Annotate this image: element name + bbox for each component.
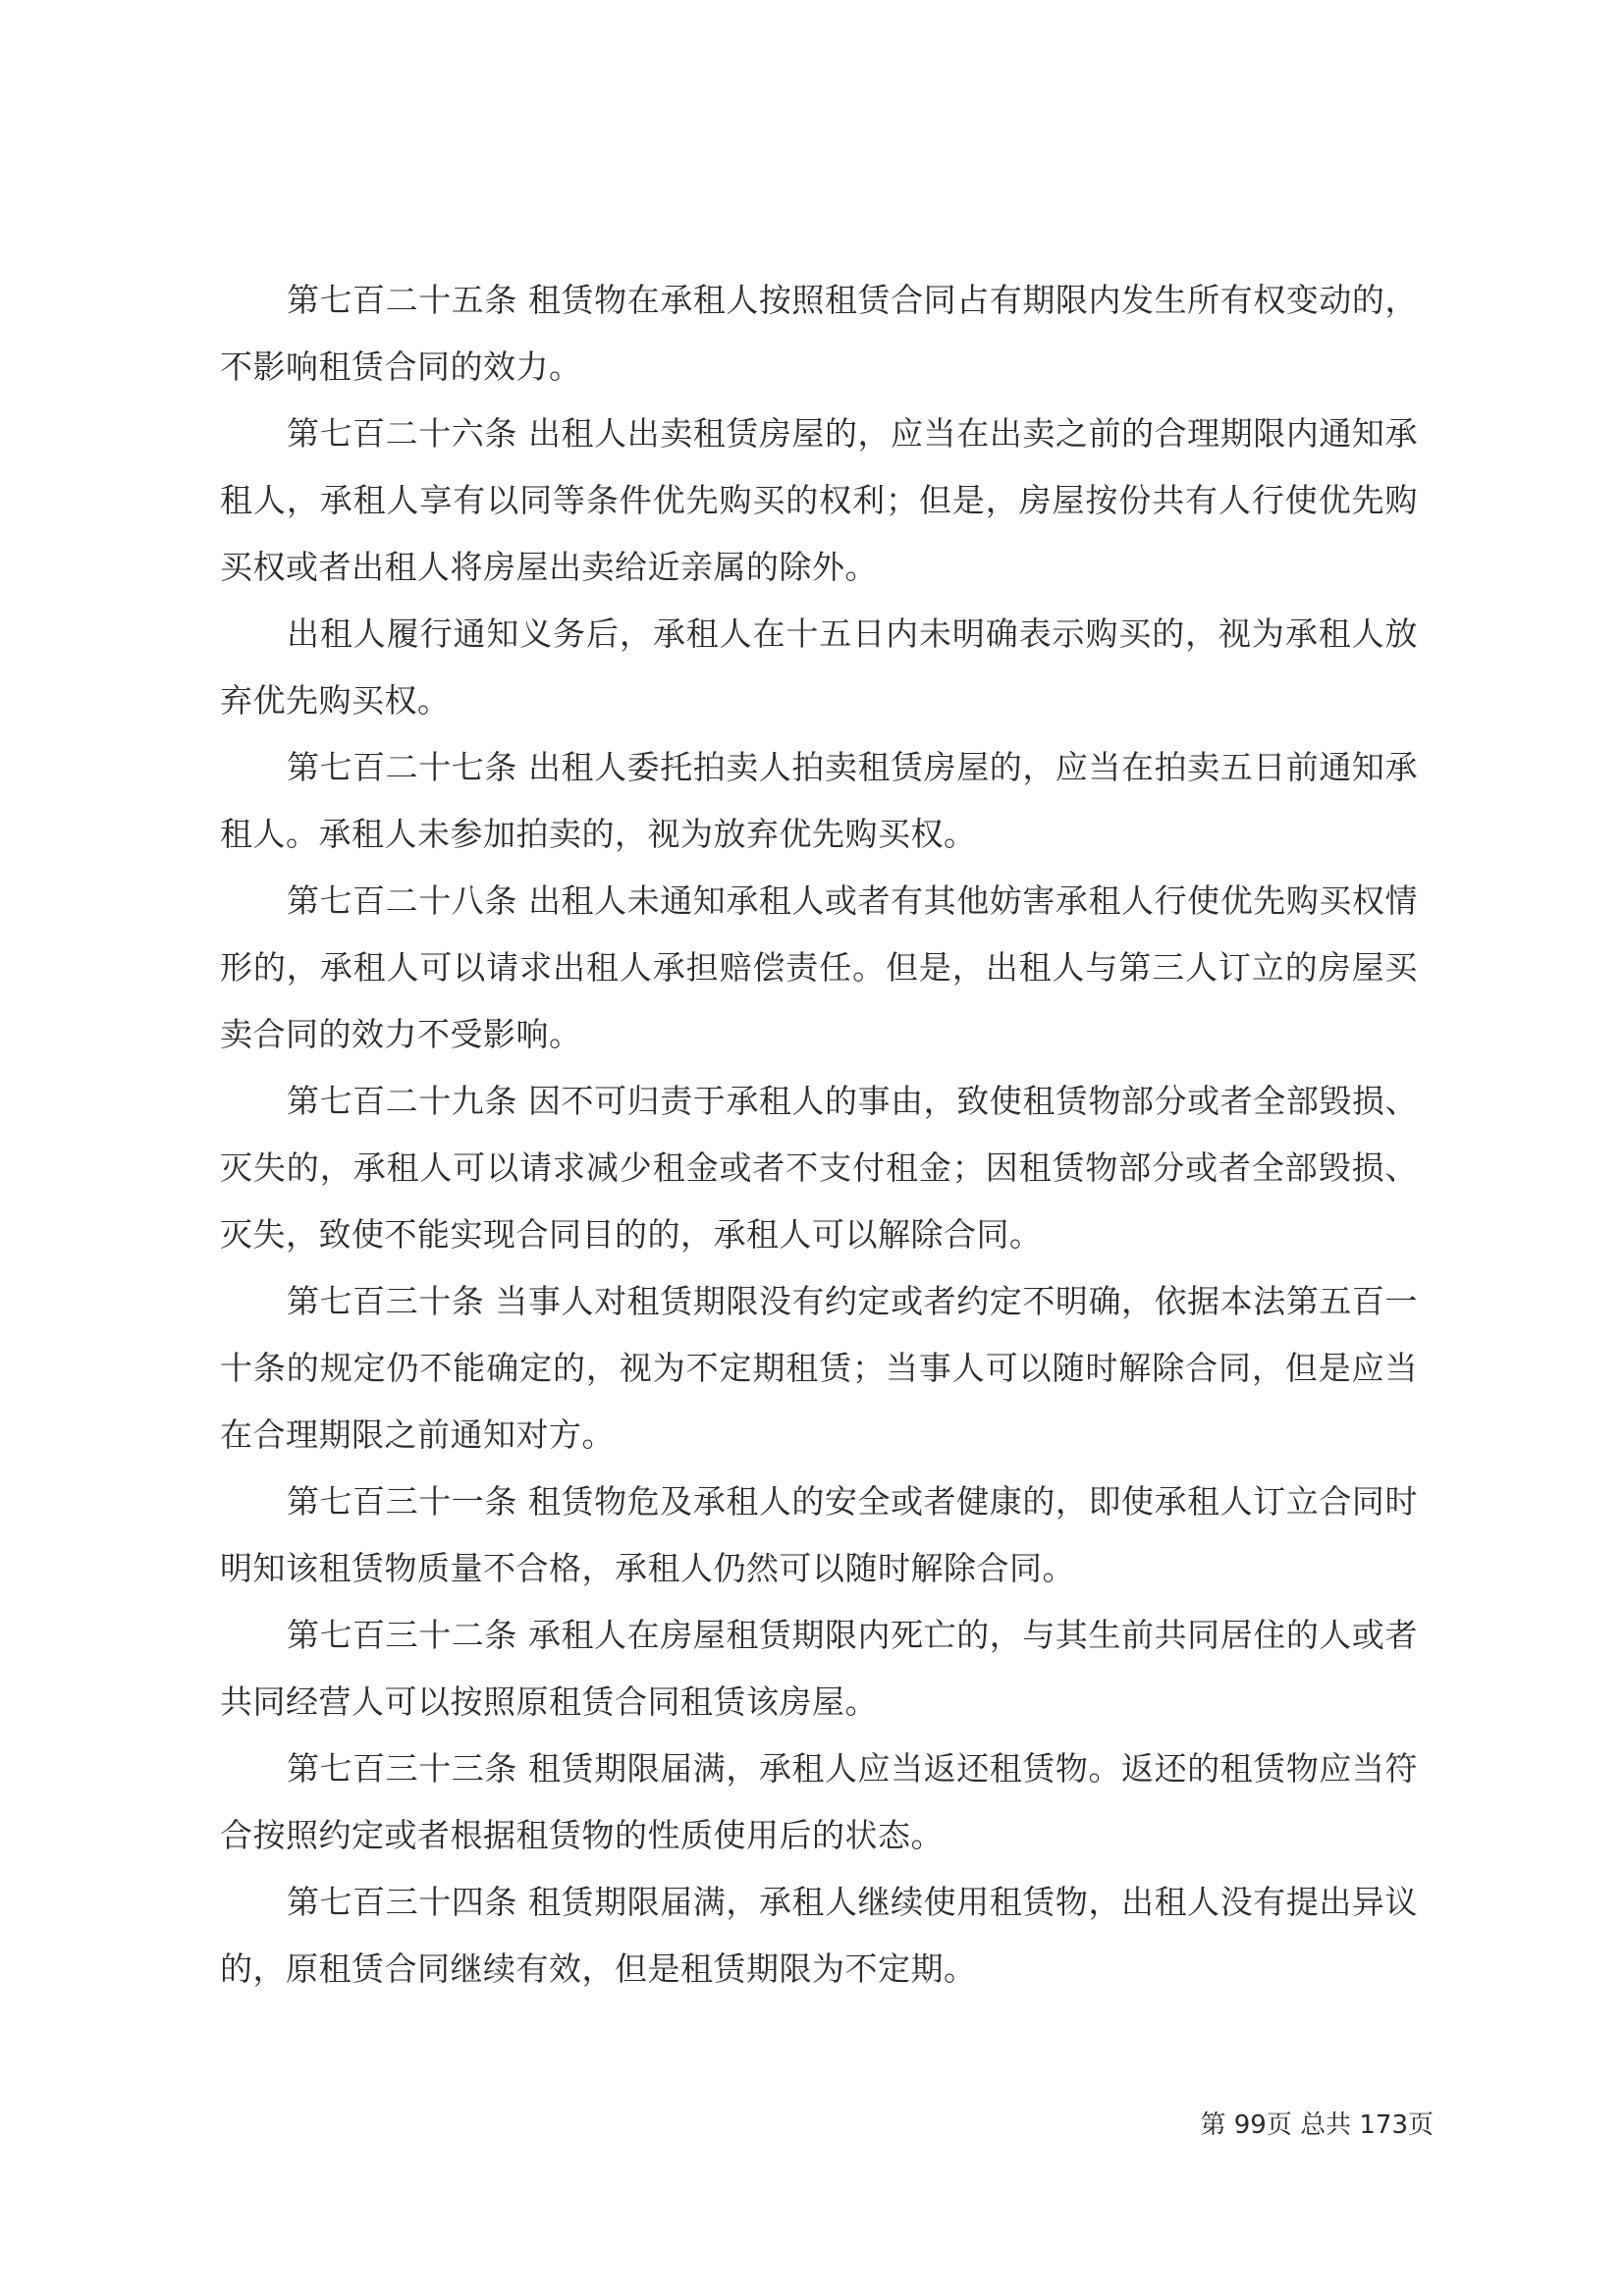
document-body	[220, 267, 1418, 2002]
article-727: 第七百二十七条 出租人委托拍卖人拍卖租赁房屋的，应当在拍卖五日前通知承租人。承租人未参加拍卖的，视为放弃优先购买权。	[220, 748, 1418, 853]
article-734: 第七百三十四条 租赁期限届满，承租人继续使用租赁物，出租人没有提出异议的，原租赁合同继续有效，但是租赁期限为不定期。	[220, 1883, 1418, 1988]
article-731: 第七百三十一条 租赁物危及承租人的安全或者健康的，即使承租人订立合同时明知该租赁物质量不合格，承租人仍然可以随时解除合同。	[220, 1482, 1418, 1587]
article-728: 第七百二十八条 出租人未通知承租人或者有其他妨害承租人行使优先购买权情形的，承租人可以请求出租人承担赔偿责任。但是，出租人与第三人订立的房屋买卖合同的效力不受影响。	[220, 881, 1418, 1053]
article-725: 第七百二十五条 租赁物在承租人按照租赁合同占有期限内发生所有权变动的，不影响租赁合同的效力。	[220, 281, 1418, 386]
article-729: 第七百二十九条 因不可归责于承租人的事由，致使租赁物部分或者全部毁损、灭失的，承租人可以请求减少租金或者不支付租金；因租赁物部分或者全部毁损、灭失，致使不能实现合同目的的，承租人可以解除合同。	[220, 1082, 1418, 1254]
article-732: 第七百三十二条 承租人在房屋租赁期限内死亡的，与其生前共同居住的人或者共同经营人可以按照原租赁合同租赁该房屋。	[220, 1616, 1418, 1721]
article-730: 第七百三十条 当事人对租赁期限没有约定或者约定不明确，依据本法第五百一十条的规定仍不能确定的，视为不定期租赁；当事人可以随时解除合同，但是应当在合理期限之前通知对方。	[220, 1282, 1418, 1454]
page-number-footer: 第 99页 总共 173页	[1200, 2110, 1434, 2140]
article-726-paragraph-2: 出租人履行通知义务后，承租人在十五日内未明确表示购买的，视为承租人放弃优先购买权。	[220, 614, 1418, 720]
article-726: 第七百二十六条 出租人出卖租赁房屋的，应当在出卖之前的合理期限内通知承租人，承租人享有以同等条件优先购买的权利；但是，房屋按份共有人行使优先购买权或者出租人将房屋出卖给近亲属的除外。	[220, 414, 1418, 586]
article-733: 第七百三十三条 租赁期限届满，承租人应当返还租赁物。返还的租赁物应当符合按照约定或者根据租赁物的性质使用后的状态。	[220, 1749, 1418, 1854]
